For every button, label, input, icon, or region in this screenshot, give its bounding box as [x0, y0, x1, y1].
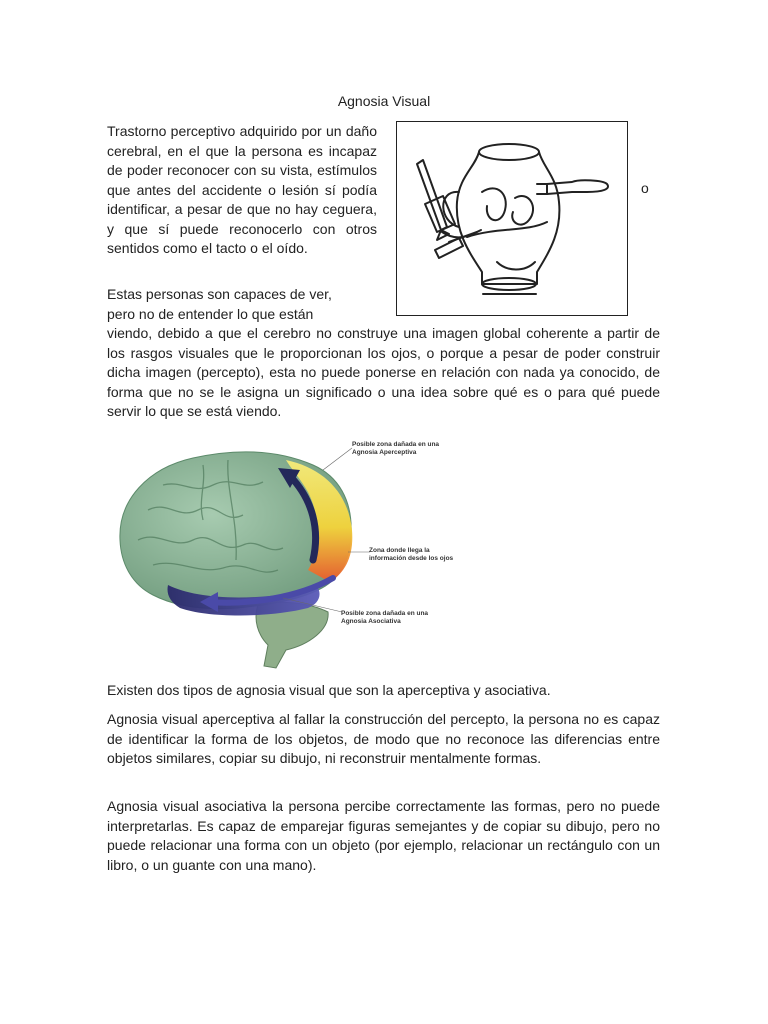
paragraph-types: Existen dos tipos de agnosia visual que son la aperceptiva y asociativa. — [107, 682, 551, 698]
paragraph-aperceptiva: Agnosia visual aperceptiva al fallar la construcción del percepto, la persona no es capaz de identificar la forma de los objetos, de modo que no reconoce las diferencias entre objetos similares, copiar su dibujo, ni reconstruir mentalmente formas. — [107, 711, 660, 766]
paragraph-explanation — [107, 285, 660, 422]
annotation-aperceptiva: Posible zona dañada en una Agnosia Aperceptiva — [352, 441, 440, 456]
stray-character: o — [641, 180, 649, 196]
annotation-ojos: Zona donde llega la información desde los ojos — [369, 547, 454, 562]
page-title: Agnosia Visual — [337, 93, 431, 109]
paragraph-line: pero no de entender lo que están — [107, 305, 314, 322]
paragraph-line: Estas personas son capaces de ver, — [107, 286, 332, 302]
paragraph-continuation: viendo, debido a que el cerebro no construye una imagen global coherente a partir de los rasgos visuales que le proporcionan los ojos, o porque a pesar de poder construir dicha imagen (percepto), esta no puede ponerse en relación con nada ya conocido, de forma que no se le asigna un significado o una idea sobre qué es o para qué puede servir lo que se está viendo. — [107, 325, 660, 419]
paragraph-definition: Trastorno perceptivo adquirido por un daño cerebral, en el que la persona es incapaz de poder reconocer con su vista, estímulos que antes del accidente o lesión sí podía identificar, a pesar de que no hay ceguera, y que sí puede reconocerlo con otros sentidos como el tacto o el oído. — [107, 123, 377, 256]
paragraph-asociativa: Agnosia visual asociativa la persona percibe correctamente las formas, pero no puede interpretarlas. Es capaz de emparejar figuras semejantes y de copiar su dibujo, pero no puede relacionar una forma con un objeto (por ejemplo, relacionar un rectángulo con un libro, o un guante con una mano). — [107, 798, 660, 873]
annotation-asociativa: Posible zona dañada en una Agnosia Asociativa — [341, 610, 429, 625]
